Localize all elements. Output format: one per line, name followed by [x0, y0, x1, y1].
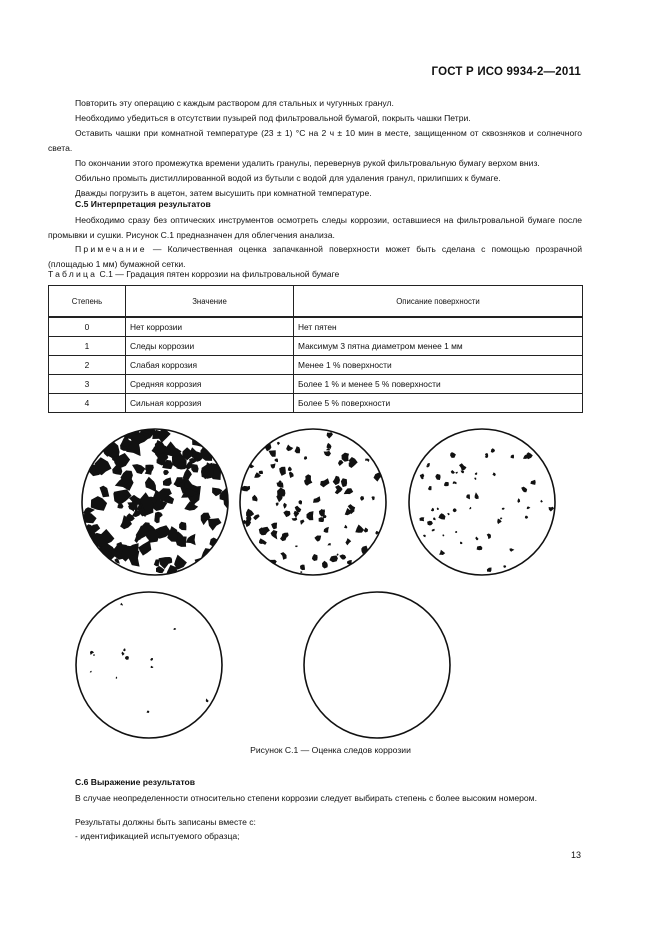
- corrosion-spot: [423, 535, 426, 538]
- corrosion-spot: [439, 550, 445, 555]
- corrosion-spot: [456, 472, 458, 474]
- corrosion-spot: [167, 526, 178, 542]
- intro-paragraph-5: Обильно промыть дистиллированной водой из бутыли с водой для удаления гранул, прилипших к бумаге.: [75, 173, 501, 183]
- corrosion-circle-grade-3: [240, 429, 386, 575]
- table-cell: Нет коррозии: [126, 317, 294, 337]
- corrosion-spot: [184, 501, 198, 510]
- corrosion-spot: [420, 474, 425, 479]
- corrosion-spot: [90, 651, 94, 655]
- corrosion-spot: [270, 463, 275, 468]
- corrosion-spot: [344, 488, 354, 494]
- corrosion-spot: [300, 520, 304, 525]
- corrosion-spot: [90, 671, 92, 673]
- corrosion-spot: [314, 536, 321, 542]
- corrosion-spot: [295, 446, 301, 453]
- corrosion-spot: [327, 449, 331, 451]
- corrosion-spot: [259, 471, 263, 475]
- corrosion-spot: [253, 514, 260, 520]
- corrosion-spot: [420, 517, 425, 521]
- table-cell: Менее 1 % поверхности: [294, 356, 583, 375]
- spots-traces: [90, 603, 209, 713]
- corrosion-spot: [530, 480, 535, 485]
- corrosion-spot: [364, 528, 369, 533]
- table-row: [49, 317, 583, 337]
- corrosion-spot: [466, 494, 470, 499]
- spots-heavy: [78, 420, 234, 582]
- corrosion-spot: [509, 548, 514, 552]
- corrosion-spot: [442, 534, 444, 536]
- corrosion-spot: [487, 568, 492, 573]
- table-header-row: [49, 286, 583, 318]
- corrosion-spot: [293, 511, 296, 515]
- corrosion-spot: [432, 529, 435, 532]
- corrosion-spot: [444, 482, 449, 486]
- table-header-cell: Описание поверхности: [294, 286, 583, 318]
- table-cell: 1: [49, 337, 126, 356]
- figure-caption: Рисунок С.1 — Оценка следов коррозии: [250, 745, 411, 755]
- section-c6-heading: С.6 Выражение результатов: [75, 777, 196, 787]
- corrosion-spot: [289, 472, 294, 478]
- corrosion-spot: [355, 525, 364, 533]
- corrosion-spot: [469, 507, 471, 509]
- corrosion-spot: [511, 455, 515, 459]
- table-row: [49, 394, 583, 413]
- corrosion-spot: [324, 527, 329, 533]
- table-row: [49, 356, 583, 375]
- corrosion-spot: [435, 474, 440, 480]
- table-cell: Слабая коррозия: [126, 356, 294, 375]
- corrosion-spot: [431, 508, 434, 512]
- corrosion-spot: [339, 554, 346, 559]
- corrosion-spot: [125, 656, 129, 660]
- corrosion-spot: [123, 648, 125, 651]
- corrosion-spot: [523, 455, 528, 459]
- corrosion-spot: [428, 486, 432, 490]
- table-header-cell: Значение: [126, 286, 294, 318]
- corrosion-spot: [158, 425, 171, 442]
- corrosion-spot: [132, 464, 145, 474]
- corrosion-spot: [121, 652, 124, 656]
- corrosion-spot: [163, 477, 172, 486]
- corrosion-spot: [371, 496, 374, 500]
- corrosion-spot: [283, 511, 290, 518]
- corrosion-spot: [271, 523, 277, 530]
- corrosion-spot: [475, 472, 477, 474]
- corrosion-spot: [269, 450, 276, 457]
- corrosion-circle-grade-2: [409, 429, 555, 575]
- table-row: [49, 375, 583, 394]
- corrosion-spot: [312, 554, 318, 561]
- table-cell: 4: [49, 394, 126, 413]
- note-text: — Количественная оценка запачканной поверхности может быть сделана с помощью прозрачной (площадью 1 мм) бумажной сетки.: [48, 244, 582, 269]
- corrosion-spot: [453, 481, 457, 484]
- corrosion-spot: [345, 538, 351, 545]
- corrosion-spot: [360, 496, 364, 501]
- corrosion-spot: [453, 508, 457, 512]
- corrosion-spot: [286, 445, 293, 452]
- corrosion-spot: [307, 511, 314, 520]
- corrosion-spot: [300, 565, 305, 571]
- table-caption-label: Таблица: [48, 269, 98, 279]
- corrosion-spot: [154, 559, 160, 566]
- corrosion-spot: [427, 521, 433, 526]
- table-caption-text: С.1 — Градация пятен коррозии на фильтровальной бумаге: [97, 269, 340, 279]
- corrosion-circle-grade-1: [76, 592, 222, 738]
- corrosion-spot: [433, 517, 436, 520]
- corrosion-spot: [179, 522, 186, 530]
- corrosion-spot: [155, 512, 163, 518]
- corrosion-spot: [527, 506, 531, 509]
- corrosion-spot: [461, 471, 465, 474]
- table-cell: Максимум 3 пятна диаметром менее 1 мм: [294, 337, 583, 356]
- corrosion-spot: [288, 467, 292, 472]
- table-caption: [48, 269, 339, 279]
- section-c5-note: [48, 242, 582, 272]
- corrosion-spot: [163, 470, 169, 475]
- corrosion-spot: [492, 473, 495, 477]
- corrosion-spot: [329, 556, 338, 563]
- table-cell: 2: [49, 356, 126, 375]
- corrosion-spot: [327, 543, 330, 545]
- corrosion-spot: [208, 518, 222, 531]
- corrosion-spot: [549, 507, 555, 512]
- corrosion-spot: [319, 517, 324, 522]
- corrosion-spot: [451, 470, 455, 474]
- note-label: Примечание: [75, 244, 147, 254]
- corrosion-spot: [337, 554, 339, 556]
- corrosion-spot: [475, 537, 478, 541]
- intro-paragraph-4: По окончании этого промежутка времени удалить гранулы, перевернув рукой фильтровальную бумагу верхом вниз.: [75, 158, 540, 168]
- corrosion-spot: [283, 503, 287, 509]
- table-cell: Следы коррозии: [126, 337, 294, 356]
- table-cell: Более 1 % и менее 5 % поверхности: [294, 375, 583, 394]
- corrosion-spot: [455, 531, 457, 533]
- corrosion-spot: [298, 500, 302, 504]
- intro-paragraph-6: Дважды погрузить в ацетон, затем высушить при комнатной температуре.: [75, 188, 372, 198]
- corrosion-spot: [475, 492, 479, 499]
- section-c6-text-2: Результаты должны быть записаны вместе с:: [75, 817, 256, 827]
- document-code: ГОСТ Р ИСО 9934-2—2011: [431, 66, 581, 78]
- corrosion-spot: [271, 530, 278, 540]
- intro-paragraph-2: Необходимо убедиться в отсутствии пузырей под фильтровальной бумагой, покрыть чашки Петри.: [75, 113, 471, 123]
- corrosion-spot: [120, 603, 123, 606]
- corrosion-spot: [487, 534, 491, 540]
- corrosion-spot: [327, 443, 332, 449]
- corrosion-spot: [365, 459, 369, 462]
- corrosion-spot: [186, 534, 196, 546]
- corrosion-spot: [151, 666, 154, 668]
- table-row: [49, 337, 583, 356]
- corrosion-spot: [459, 463, 467, 471]
- corrosion-spot: [540, 500, 542, 503]
- corrosion-spot: [344, 525, 348, 529]
- table-cell: Более 5 % поверхности: [294, 394, 583, 413]
- corrosion-spot: [116, 677, 118, 679]
- corrosion-spot: [93, 654, 94, 656]
- corrosion-spot: [333, 476, 340, 485]
- corrosion-spot: [491, 448, 495, 453]
- corrosion-figure: [0, 420, 661, 740]
- intro-paragraph-1: Повторить эту операцию с каждым раствором для стальных и чугунных гранул.: [75, 98, 394, 108]
- corrosion-spot: [304, 456, 307, 460]
- corrosion-spot: [95, 457, 112, 475]
- corrosion-spot: [437, 508, 439, 511]
- section-c6-text-1: В случае неопределенности относительно степени коррозии следует выбирать степень с более высоким номером.: [75, 793, 537, 803]
- corrosion-spot: [100, 486, 110, 498]
- table-cell: Нет пятен: [294, 317, 583, 337]
- corrosion-circle-grade-0: [304, 592, 450, 738]
- corrosion-spot: [450, 452, 456, 458]
- corrosion-spot: [300, 571, 302, 573]
- table-cell: Сильная коррозия: [126, 394, 294, 413]
- corrosion-spot: [206, 698, 209, 702]
- corrosion-spot: [477, 546, 483, 550]
- corrosion-spot: [517, 498, 520, 503]
- corrosion-spot: [145, 477, 156, 492]
- corrosion-spot: [277, 442, 280, 446]
- corrosion-spot: [191, 464, 199, 472]
- section-c5-text: Необходимо сразу без оптических инструментов осмотреть следы коррозии, оставшиеся на фильтровальной бумаге после промывки и сушки. Рисунок С.1 предназначен для облегчения анализа.: [48, 215, 582, 240]
- corrosion-spot: [295, 545, 298, 547]
- corrosion-spot: [341, 478, 347, 487]
- section-c6-bullet-1: - идентификацией испытуемого образца;: [75, 831, 240, 841]
- intro-paragraph-3: Оставить чашки при комнатной температуре (23 ± 1) °С на 2 ч ± 10 мин в месте, защищенном от сквозняков и солнечного света.: [48, 128, 582, 153]
- table-header-cell: Степень: [49, 286, 126, 318]
- corrosion-spot: [438, 513, 445, 519]
- corrosion-spot: [521, 487, 527, 493]
- spots-medium: [241, 432, 383, 573]
- corrosion-spot: [280, 552, 286, 560]
- corrosion-spot: [460, 542, 463, 545]
- corrosion-spot: [147, 711, 150, 714]
- corrosion-spot: [525, 516, 528, 519]
- corrosion-spot: [503, 565, 506, 568]
- corrosion-spot: [320, 478, 329, 487]
- page-number: 13: [570, 850, 581, 860]
- corrosion-spot: [292, 517, 298, 521]
- section-c5-heading: С.5 Интерпретация результатов: [75, 199, 211, 209]
- corrosion-spot: [173, 628, 176, 630]
- corrosion-spot: [252, 495, 258, 502]
- corrosion-spot: [324, 451, 331, 456]
- corrosion-spot: [338, 460, 344, 466]
- corrosion-spot: [322, 561, 328, 569]
- corrosion-spot: [275, 459, 278, 463]
- corrosion-spot: [150, 658, 153, 661]
- table-cell: 3: [49, 375, 126, 394]
- corrosion-grade-table: [48, 285, 583, 413]
- corrosion-spot: [313, 496, 321, 502]
- corrosion-spot: [91, 496, 107, 511]
- corrosion-spot: [276, 503, 279, 507]
- corrosion-spot: [502, 508, 505, 510]
- corrosion-spot: [447, 513, 449, 515]
- corrosion-spot: [474, 478, 476, 480]
- corrosion-spot: [342, 453, 350, 462]
- corrosion-spot: [174, 555, 187, 570]
- corrosion-spot: [327, 432, 333, 439]
- table-cell: 0: [49, 317, 126, 337]
- corrosion-spot: [500, 518, 502, 520]
- corrosion-spot: [279, 467, 286, 476]
- table-cell: Средняя коррозия: [126, 375, 294, 394]
